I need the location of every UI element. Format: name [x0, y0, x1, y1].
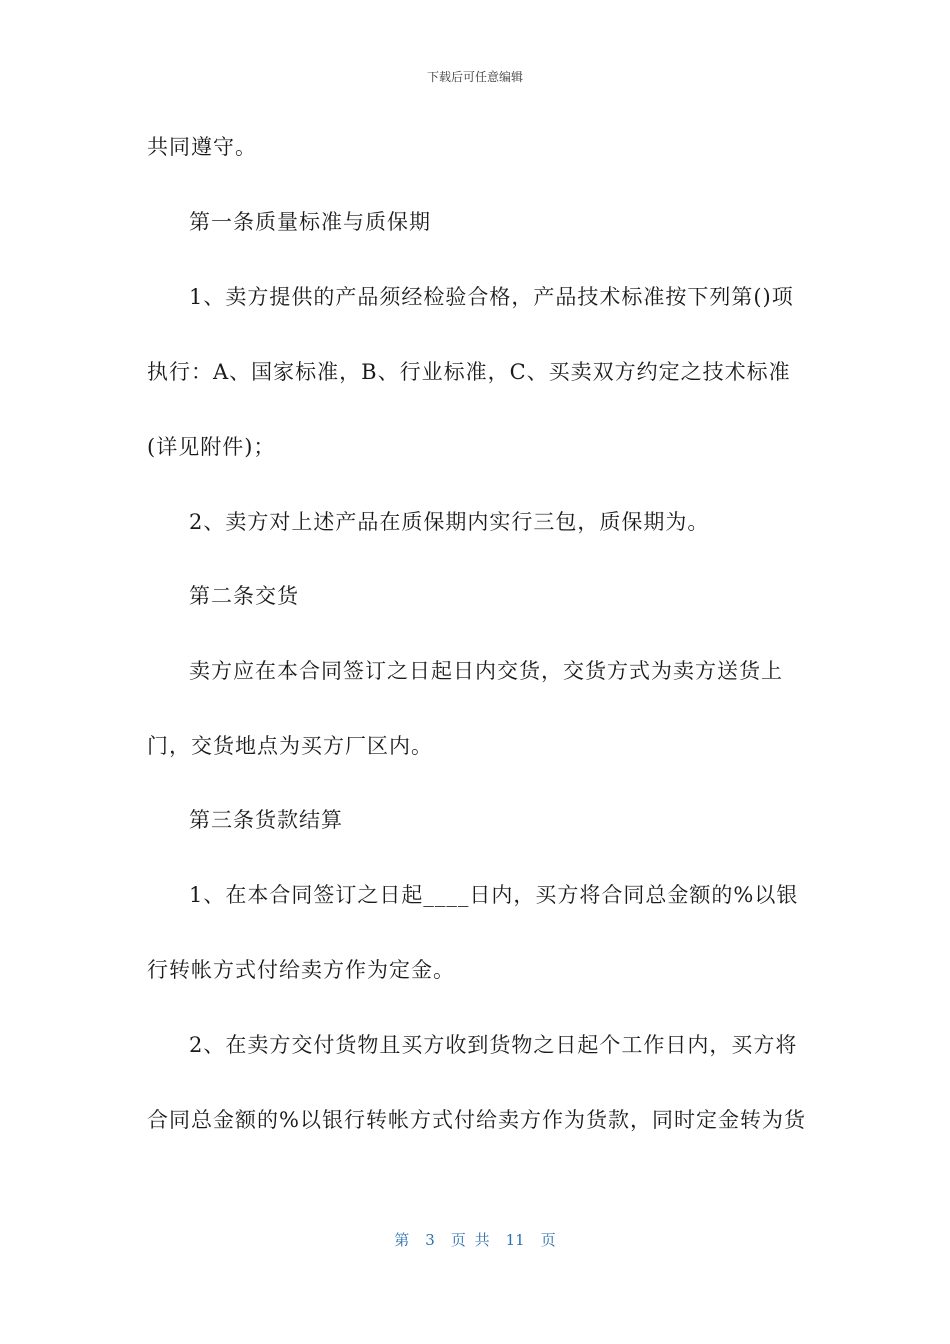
- body-line: 2、卖方对上述产品在质保期内实行三包，质保期为。: [189, 510, 710, 534]
- body-line: 门，交货地点为买方厂区内。: [147, 734, 433, 758]
- body-line: 卖方应在本合同签订之日起日内交货，交货方式为卖方送货上: [189, 659, 783, 683]
- body-line: 合同总金额的%以银行转帐方式付给卖方作为货款，同时定金转为货: [147, 1108, 806, 1132]
- body-line: 2、在卖方交付货物且买方收到货物之日起个工作日内，买方将: [189, 1033, 798, 1057]
- page-footer: [0, 1229, 950, 1250]
- body-line: 1、在本合同签订之日起____日内，买方将合同总金额的%以银: [189, 883, 799, 907]
- total-label: 页 共: [450, 1231, 490, 1249]
- body-line: 执行：A、国家标准，B、行业标准，C、买卖双方约定之技术标准: [147, 360, 791, 384]
- page-number: 3: [425, 1231, 435, 1249]
- section-heading: 第二条交货: [189, 584, 299, 608]
- body-line: (详见附件)；: [147, 435, 276, 459]
- section-heading: 第一条质量标准与质保期: [189, 210, 431, 234]
- total-pages: 11: [505, 1231, 525, 1249]
- section-heading: 第三条货款结算: [189, 808, 343, 832]
- page-header: 下载后可任意编辑: [426, 70, 523, 84]
- body-line: 1、卖方提供的产品须经检验合格，产品技术标准按下列第()项: [189, 285, 794, 309]
- page-label: 第: [394, 1231, 410, 1249]
- page-suffix: 页: [540, 1231, 556, 1249]
- body-line: 行转帐方式付给卖方作为定金。: [147, 958, 455, 982]
- body-line: 共同遵守。: [147, 135, 257, 159]
